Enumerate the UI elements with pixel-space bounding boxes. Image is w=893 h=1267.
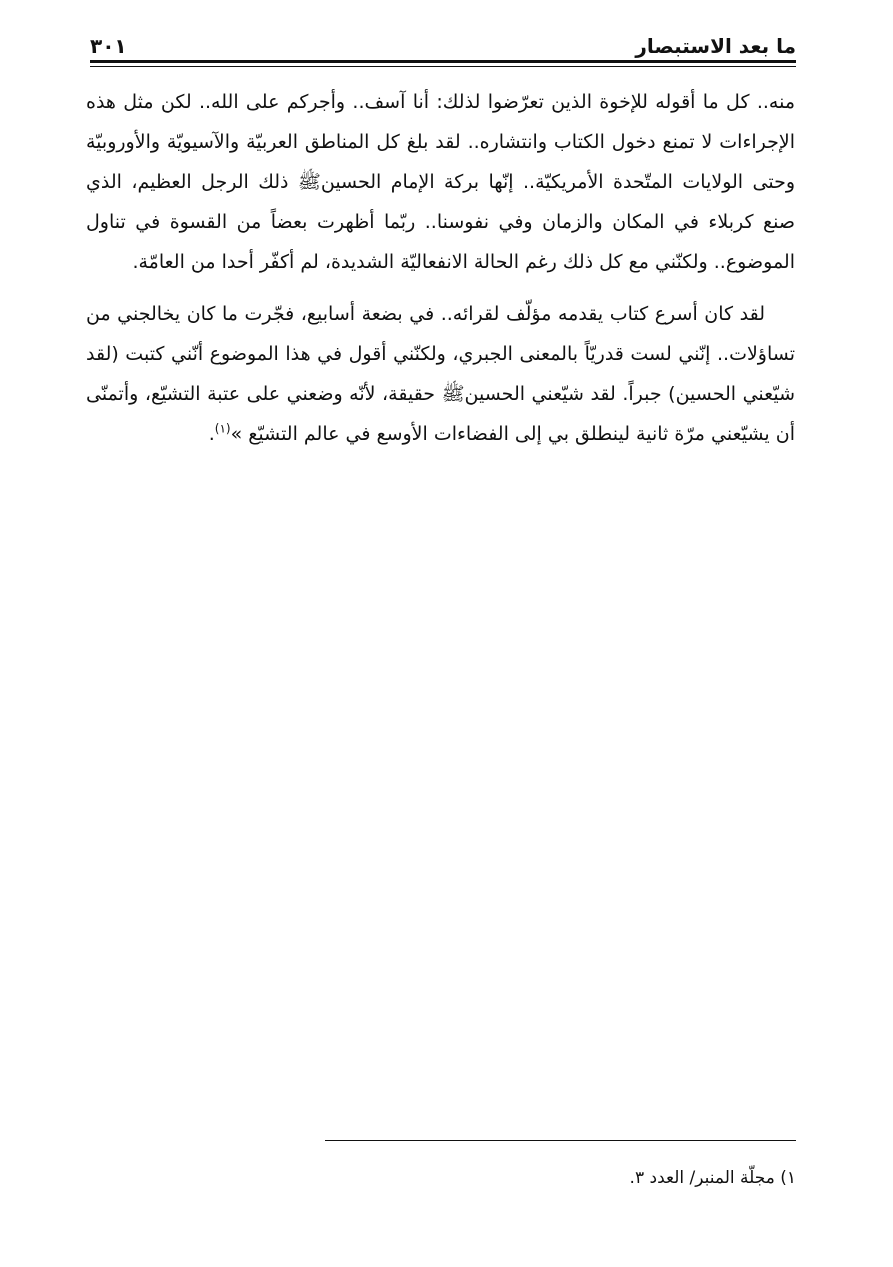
paragraph-2-text: لقد كان أسرع كتاب يقدمه مؤلّف لقرائه.. في بضعة أسابيع، فجّرت ما كان يخالجني من تساؤلات.. إنّني لست قدريّاً بالمعنى الجبري، ولكنّني أقول في هذا الموضوع أنّني كتبت (لقد شيّعني الحسين) جبراً. لقد شيّعني الحسين‏ﷺ حقيقة، لأنّه وضعني على عتبة التشيّع، وأتمنّى أن يشيّعني مرّة ثانية لينطلق بي إلى الفضاءات الأوسع في عالم التشيّع » <box>86 303 795 445</box>
paragraph <box>86 82 795 282</box>
header-rule-thin <box>90 66 796 67</box>
body-text <box>86 82 795 466</box>
footnote <box>86 1168 796 1188</box>
footnote-reference[interactable]: (١) <box>214 421 231 436</box>
header-rule-thick <box>90 60 796 63</box>
footnote-text: ١) مجلّة المنبر/ العدد ٣. <box>629 1168 796 1188</box>
running-title: ما بعد الاستبصار <box>635 34 796 58</box>
paragraph-2-end: . <box>208 423 215 445</box>
paragraph-1-text: منه.. كل ما أقوله للإخوة الذين تعرّضوا لذلك: أنا آسف.. وأجركم على الله.. لكن مثل هذه الإجراءات لا تمنع دخول الكتاب وانتشاره.. لقد بلغ كل المناطق العربيّة والآسيويّة والأوروبيّة وحتى الولايات المتّحدة الأمريكيّة.. إنّها بركة الإمام الحسين‏ﷺ ذلك الرجل العظيم، الذي صنع كربلاء في المكان والزمان وفي نفوسنا.. ربّما أظهرت بعضاً من القسوة في تناول الموضوع.. ولكنّني مع كل ذلك رغم الحالة الانفعاليّة الشديدة، لم أكفّر أحدا من العامّة. <box>86 91 795 273</box>
page-header <box>90 28 796 64</box>
footnote-separator <box>325 1140 796 1141</box>
page-number: ٣٠١ <box>90 34 127 58</box>
paragraph <box>86 294 795 454</box>
